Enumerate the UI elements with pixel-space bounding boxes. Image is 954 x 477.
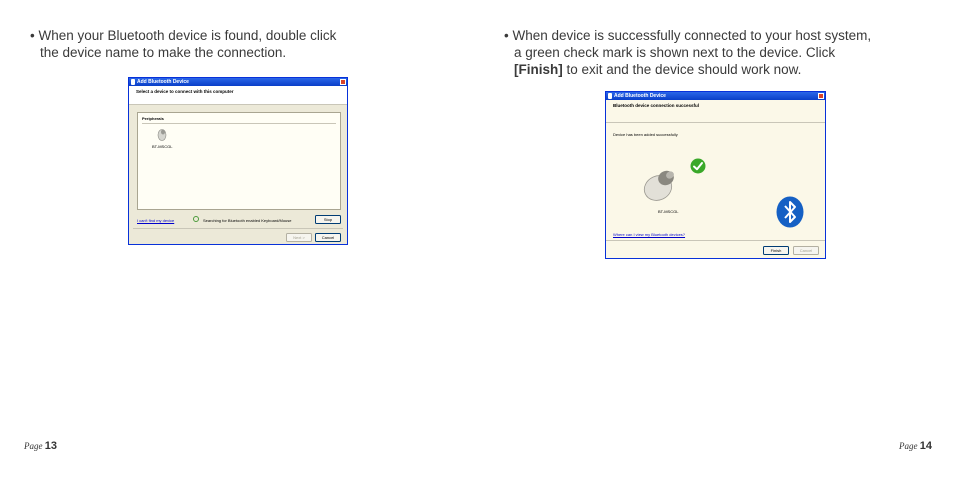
peripherals-label: Peripherals	[142, 116, 164, 121]
left-page-number	[24, 440, 57, 452]
finish-button[interactable]: Finish	[763, 246, 789, 255]
success-message: Device has been added successfully	[613, 132, 678, 137]
search-dialog-titlebar	[129, 78, 347, 86]
left-instruction-line-1: • When your Bluetooth device is found, double click	[30, 28, 337, 43]
cancel-button[interactable]: Cancel	[793, 246, 819, 255]
left-page-number-value: 13	[44, 440, 57, 452]
next-button[interactable]: Next >	[286, 233, 312, 242]
right-instruction-line-3: to exit and the device should work now.	[562, 62, 802, 77]
right-page-number-value: 14	[919, 440, 932, 452]
right-page-label: Page	[899, 441, 918, 451]
success-dialog-header-text: Bluetooth device connection successful	[613, 103, 700, 108]
success-dialog-titlebar	[606, 92, 825, 100]
search-dialog-header	[129, 86, 347, 105]
green-check-icon	[690, 158, 706, 174]
view-devices-link[interactable]: Where can I view my Bluetooth devices?	[613, 232, 686, 237]
left-instruction	[30, 27, 336, 61]
left-page-label: Page	[24, 441, 43, 451]
bluetooth-icon	[131, 79, 135, 85]
right-instruction	[504, 27, 871, 78]
success-dialog-title: Add Bluetooth Device	[614, 93, 666, 99]
close-icon[interactable]	[818, 93, 824, 99]
panel-divider	[142, 123, 336, 124]
search-dialog-title: Add Bluetooth Device	[137, 79, 189, 85]
search-dialog-screenshot	[128, 77, 348, 245]
device-name-label[interactable]: BT-MSCGL	[152, 144, 173, 149]
device-name-label: BT-MSCGL	[658, 209, 679, 214]
search-status-text: Searching for Bluetooth enabled Keyboard/Mouse	[203, 218, 292, 223]
header-divider	[606, 122, 825, 123]
close-icon[interactable]	[340, 79, 346, 85]
success-dialog-screenshot	[605, 91, 826, 259]
cant-find-device-link[interactable]: I can't find my device	[137, 218, 175, 223]
footer-divider	[606, 240, 825, 241]
peripherals-panel	[137, 112, 341, 210]
mouse-icon	[636, 164, 692, 204]
right-instruction-line-2: a green check mark is shown next to the device. Click	[514, 45, 836, 60]
cancel-button[interactable]: Cancel	[315, 233, 341, 242]
left-instruction-line-2: the device name to make the connection.	[40, 45, 287, 60]
stop-button[interactable]: Stop	[315, 215, 341, 224]
bluetooth-icon	[608, 93, 612, 99]
finish-emphasis: [Finish]	[514, 62, 563, 77]
right-page	[477, 0, 954, 477]
search-dialog-header-text: Select a device to connect with this computer	[136, 89, 234, 94]
bluetooth-logo-icon	[776, 196, 804, 228]
search-progress-icon	[193, 216, 199, 222]
footer-divider	[133, 228, 343, 229]
mouse-icon[interactable]	[156, 127, 168, 141]
right-instruction-line-1: • When device is successfully connected to your host system,	[504, 28, 872, 43]
right-page-number	[899, 440, 932, 452]
